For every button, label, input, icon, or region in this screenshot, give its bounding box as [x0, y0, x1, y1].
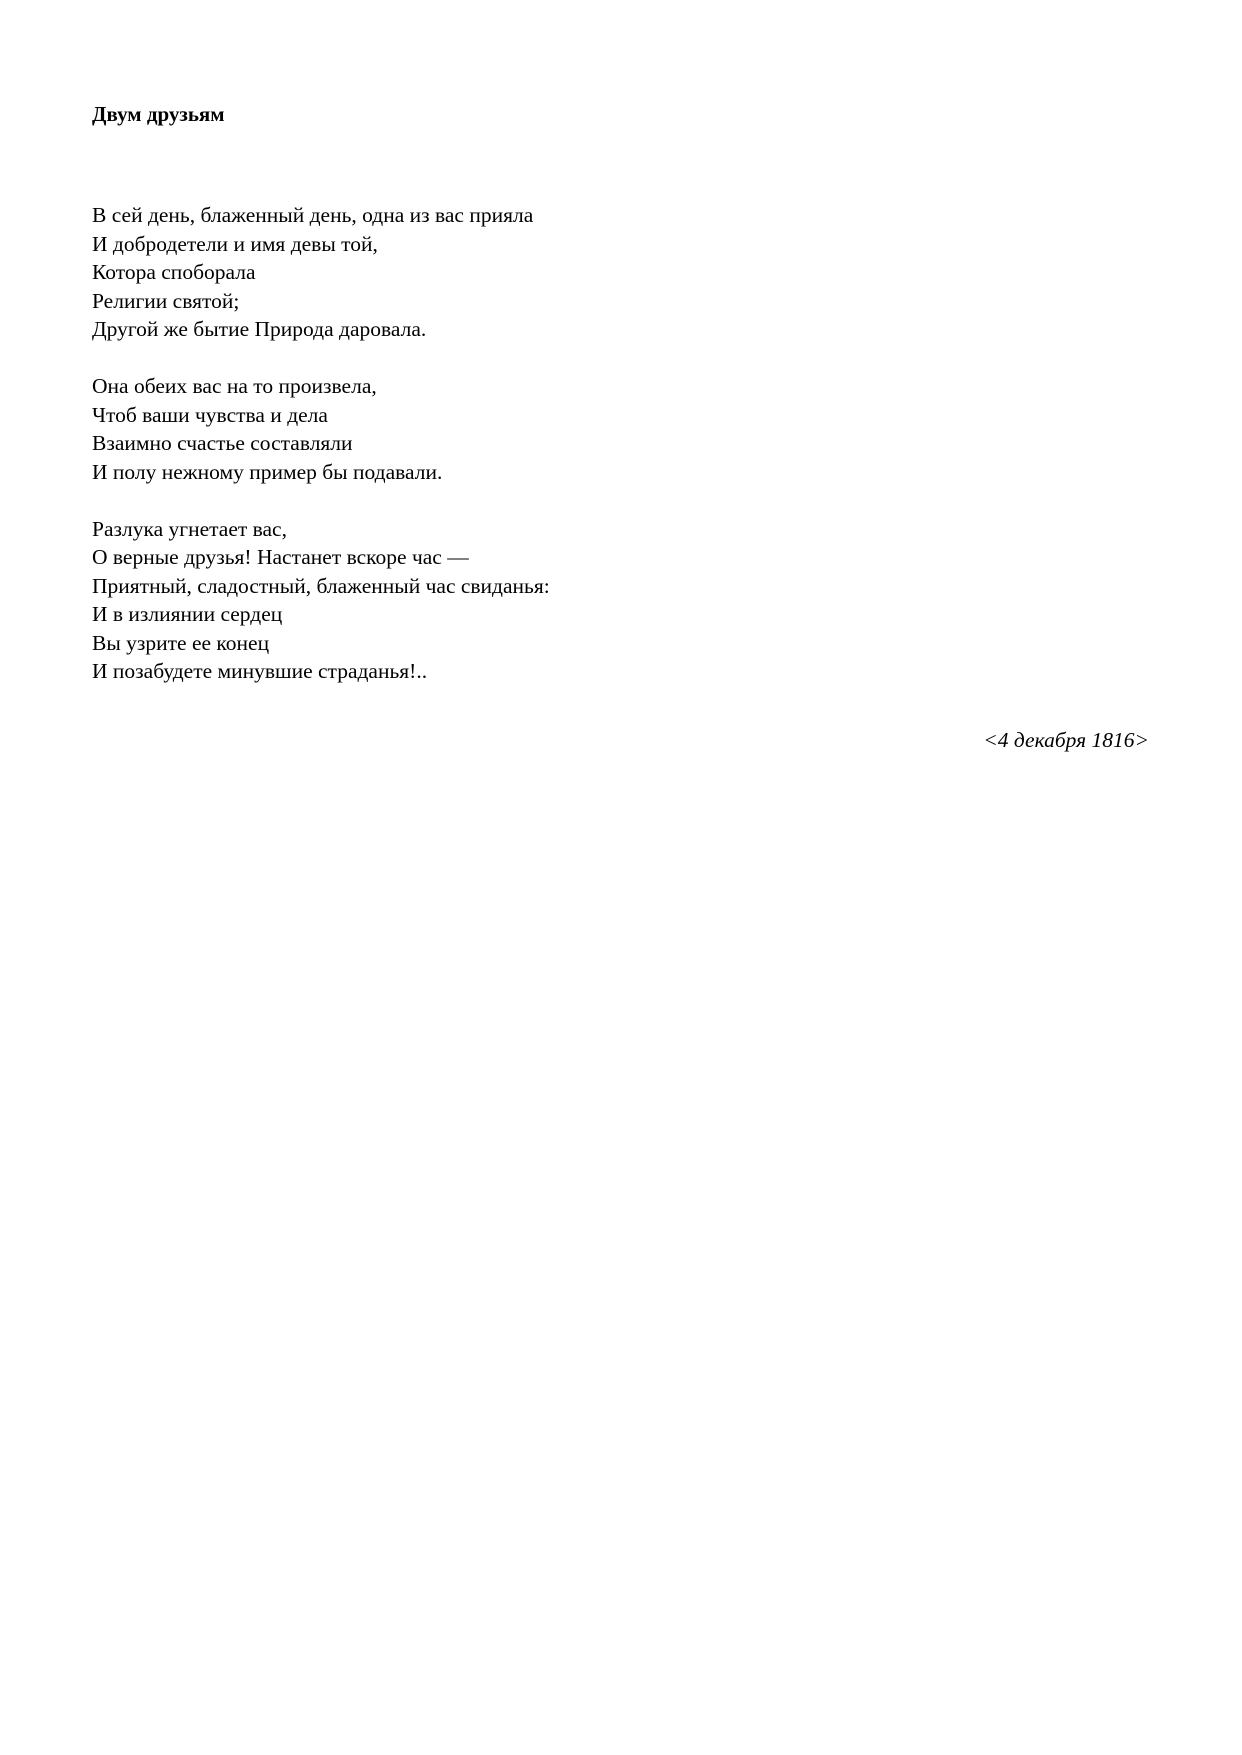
poem-line: Она обеих вас на то произвела,: [92, 374, 377, 398]
poem-line: Приятный, сладостный, блаженный час свиданья:: [92, 573, 550, 598]
poem-line: Взаимно счастье составляли: [92, 431, 353, 455]
poem-line: О верные друзья! Настанет вскоре час —: [92, 545, 469, 569]
poem-line: В сей день, блаженный день, одна из вас прияла: [92, 203, 534, 227]
poem-title: Двум друзьям: [92, 102, 225, 126]
poem-line: И полу нежному пример бы подавали.: [92, 459, 443, 484]
poem-line: Котора споборала: [92, 260, 256, 284]
poem-line: Разлука угнетает вас,: [92, 516, 287, 541]
poem-line: И в излиянии сердец: [92, 602, 283, 626]
poem-line: Вы узрите ее конец: [92, 630, 270, 655]
poem-line: Религии святой;: [92, 288, 240, 313]
poem-date: <4 декабря 1816>: [983, 728, 1149, 752]
stanza-3: [92, 515, 992, 686]
poem-line: Чтоб ваши чувства и дела: [92, 402, 328, 427]
poem-line: И добродетели и имя девы той,: [92, 231, 378, 256]
stanza-2: [92, 372, 992, 486]
stanza-1: [92, 201, 992, 344]
poem-body: [92, 201, 992, 714]
poem-line: И позабудете минувшие страданья!..: [92, 659, 428, 683]
poem-line: Другой же бытие Природа даровала.: [92, 317, 427, 341]
